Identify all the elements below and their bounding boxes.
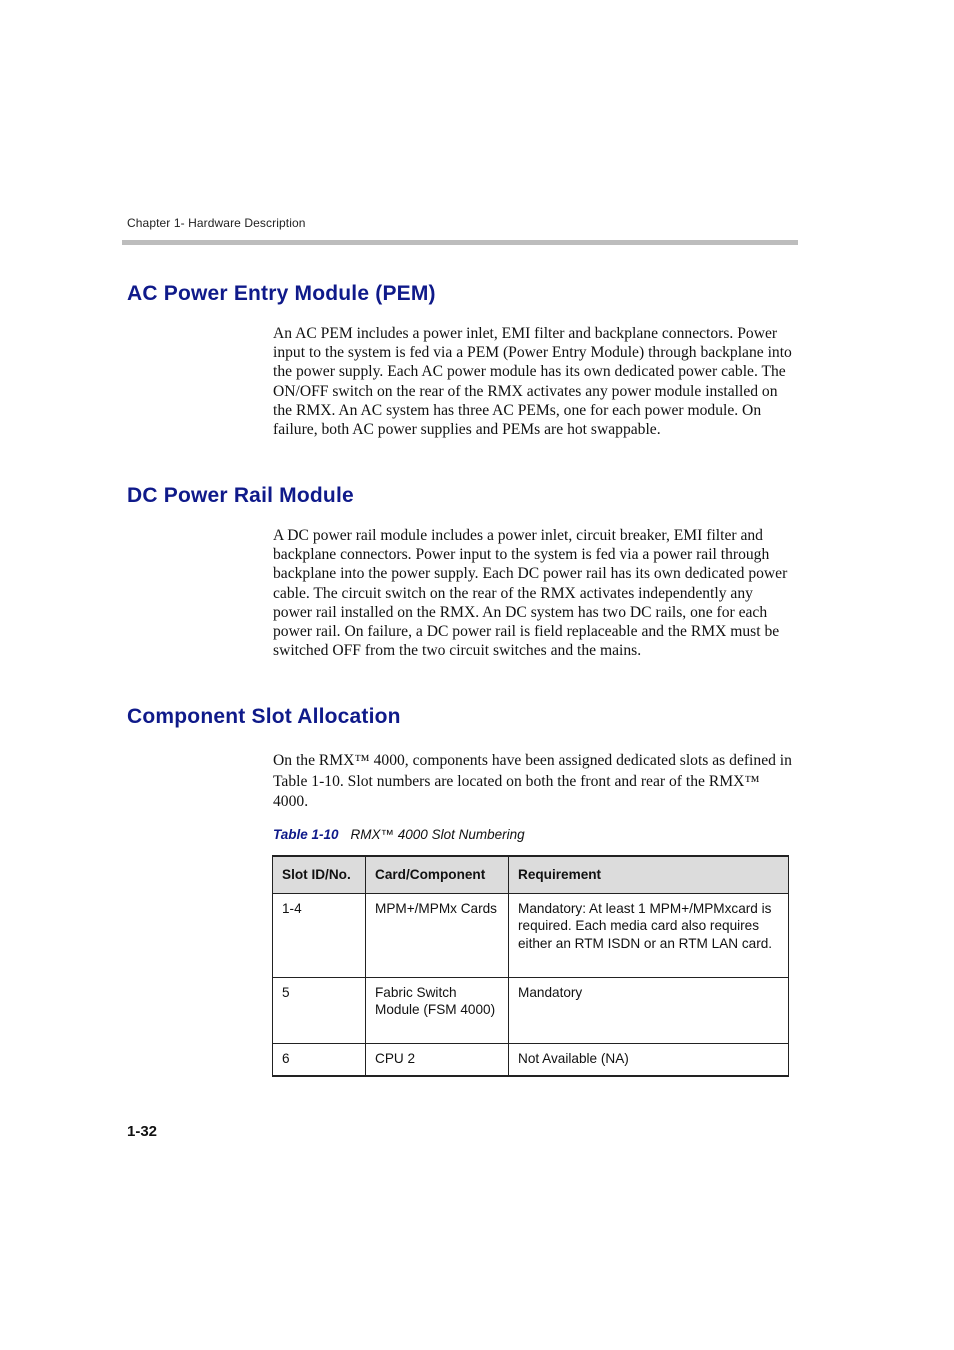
- table-cell-card-component: Fabric Switch Module (FSM 4000): [366, 978, 509, 1044]
- section-heading-slot-allocation: Component Slot Allocation: [127, 705, 401, 728]
- table-row: [273, 1044, 789, 1077]
- table-cell-card-component: MPM+/MPMx Cards: [366, 894, 509, 978]
- section-heading-dc-power-rail: DC Power Rail Module: [127, 484, 354, 507]
- column-header-requirement: Requirement: [509, 856, 789, 894]
- section-body-dc-power-rail: A DC power rail module includes a power inlet, circuit breaker, EMI filter and backplane connectors. Power input to the system is fed via a power rail through backplane into the power supply. Each DC power rail has its own dedicated power cable. The circuit switch on the rear of the RMX activates independently any power rail installed on the RMX. An DC system has two DC rails, one for each power rail. On failure, a DC power rail is field replaceable and the RMX must be switched OFF from the two circuit switches and the mains.: [273, 527, 788, 660]
- table-caption-title: RMX™ 4000 Slot Numbering: [350, 827, 525, 842]
- table-caption: [273, 827, 525, 842]
- table-cell-slot-id: 6: [273, 1044, 366, 1077]
- table-header-row: [273, 856, 789, 894]
- table-caption-number: Table 1-10: [273, 827, 339, 842]
- table-cell-slot-id: 1-4: [273, 894, 366, 978]
- table-cell-requirement: Not Available (NA): [509, 1044, 789, 1077]
- section-body-slot-allocation: On the RMX™ 4000, components have been assigned dedicated slots as defined in Table 1-10. Slot numbers are located on both the front and rear of the RMX™ 4000.: [273, 752, 792, 810]
- slot-numbering-table: [272, 855, 789, 1077]
- table-cell-slot-id: 5: [273, 978, 366, 1044]
- table-cell-requirement: Mandatory: At least 1 MPM+/MPMxcard is required. Each media card also requires either an RTM ISDN or an RTM LAN card.: [509, 894, 789, 978]
- table-row: [273, 894, 789, 978]
- table-row: [273, 978, 789, 1044]
- running-header: Chapter 1- Hardware Description: [127, 216, 306, 230]
- header-rule: [122, 240, 798, 245]
- column-header-slot-id: Slot ID/No.: [273, 856, 366, 894]
- column-header-card-component: Card/Component: [366, 856, 509, 894]
- page-number: 1-32: [127, 1123, 158, 1140]
- table-cell-requirement: Mandatory: [509, 978, 789, 1044]
- section-body-ac-pem: An AC PEM includes a power inlet, EMI filter and backplane connectors. Power input to the system is fed via a PEM (Power Entry Module) through backplane into the power supply. Each AC power module has its own dedicated power cable. The ON/OFF switch on the rear of the RMX activates any power module installed on the RMX. An AC system has three AC PEMs, one for each power module. On failure, both AC power supplies and PEMs are hot swappable.: [273, 325, 792, 439]
- table-cell-card-component: CPU 2: [366, 1044, 509, 1077]
- section-heading-ac-pem: AC Power Entry Module (PEM): [127, 282, 436, 305]
